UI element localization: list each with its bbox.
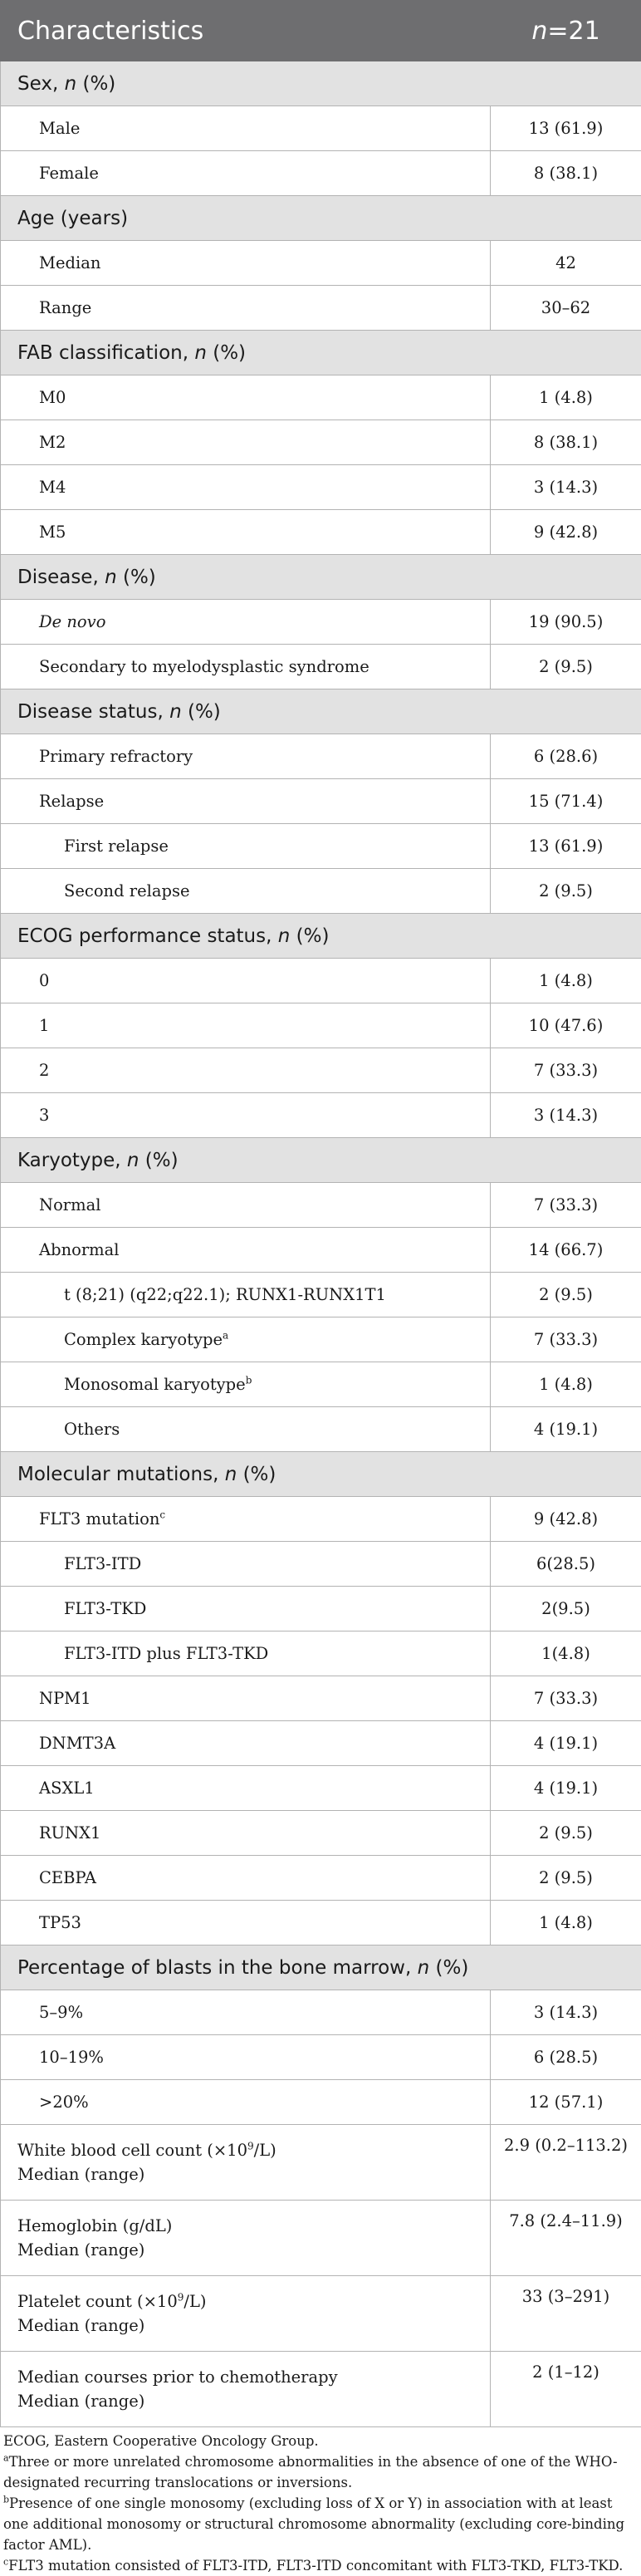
row-label: Female [1,151,491,196]
row-label: Second relapse [1,869,491,914]
table-row-platelet [1,2276,641,2352]
row-label: FLT3-ITD [1,1542,491,1587]
table-row [1,1766,641,1811]
row-label: Median courses prior to chemotherapy Median (range) [1,2352,491,2427]
table-row [1,1587,641,1631]
row-value: 6 (28.5) [491,2035,641,2080]
section-title: Sex, n (%) [1,61,641,106]
row-label: RUNX1 [1,1811,491,1856]
table-row-wbc [1,2125,641,2201]
footnote-marker: c [159,1509,165,1521]
table-row [1,1990,641,2035]
table-row [1,1228,641,1273]
row-value: 8 (38.1) [491,420,641,465]
row-value: 8 (38.1) [491,151,641,196]
row-label: Hemoglobin (g/dL) Median (range) [1,2201,491,2276]
row-value: 3 (14.3) [491,1990,641,2035]
row-label: 0 [1,959,491,1003]
row-value: 6 (28.6) [491,734,641,779]
row-value: 2 (9.5) [491,1856,641,1901]
row-value: 19 (90.5) [491,600,641,645]
table-row [1,1183,641,1228]
footnote-marker: b [246,1375,252,1386]
row-label: Abnormal [1,1228,491,1273]
table-row-hemoglobin [1,2201,641,2276]
table-row [1,734,641,779]
row-label: Male [1,106,491,151]
row-label: M5 [1,510,491,555]
table-row [1,2035,641,2080]
row-label: White blood cell count $(\times 10^9/L)$ Median (range) [1,2125,491,2201]
section-title: Age (years) [1,196,641,241]
table-row-courses [1,2352,641,2427]
row-label: First relapse [1,824,491,869]
row-value: 4 (19.1) [491,1766,641,1811]
row-label: TP53 [1,1901,491,1945]
row-label: NPM1 [1,1676,491,1721]
row-value: 1 (4.8) [491,375,641,420]
table-row [1,1317,641,1362]
row-value: 2 (9.5) [491,1273,641,1317]
row-value: 9 (42.8) [491,510,641,555]
section-age [1,196,641,241]
section-title: Disease, n (%) [1,555,641,600]
row-label: Primary refractory [1,734,491,779]
table-row [1,375,641,420]
row-value: 1 (4.8) [491,1901,641,1945]
row-value: 3 (14.3) [491,1093,641,1138]
row-value: 10 (47.6) [491,1003,641,1048]
table-row [1,420,641,465]
row-label: M4 [1,465,491,510]
row-value: 7 (33.3) [491,1317,641,1362]
row-label: t (8;21) (q22;q22.1); RUNX1-RUNX1T1 [1,1273,491,1317]
row-label: Monosomal karyotype$^b$ [1,1362,491,1407]
row-label: FLT3-TKD [1,1587,491,1631]
row-value: 9 (42.8) [491,1497,641,1542]
footnote-ecog: ECOG, Eastern Cooperative Oncology Group. [3,2431,638,2451]
row-value: 2 (9.5) [491,1811,641,1856]
row-value: 14 (66.7) [491,1228,641,1273]
table-row [1,1362,641,1407]
table-row [1,645,641,689]
row-label: FLT3 mutation$^c$ [1,1497,491,1542]
section-blasts [1,1945,641,1990]
section-molecular-mutations [1,1452,641,1497]
footnote-a: $^a$Three or more unrelated chromosome abnormalities in the absence of one of the WHO-designated recurring translocations or inversions. [3,2451,638,2493]
row-value: 7 (33.3) [491,1183,641,1228]
row-value: 42 [491,241,641,286]
row-value: 4 (19.1) [491,1407,641,1452]
table-row [1,1497,641,1542]
row-label: M0 [1,375,491,420]
table-row [1,1048,641,1093]
section-title: FAB classification, n (%) [1,331,641,375]
row-value: 33 (3–291) [491,2276,641,2352]
row-label: Others [1,1407,491,1452]
row-label: ASXL1 [1,1766,491,1811]
row-label: 10–19% [1,2035,491,2080]
row-label: FLT3-ITD plus FLT3-TKD [1,1631,491,1676]
table-row [1,151,641,196]
row-label: M2 [1,420,491,465]
table-header-row [1,1,641,61]
row-label: Complex karyotype$^a$ [1,1317,491,1362]
table-row [1,959,641,1003]
table-row [1,241,641,286]
row-value: 1 (4.8) [491,959,641,1003]
row-value: 1(4.8) [491,1631,641,1676]
table-row [1,600,641,645]
row-label: De novo [1,600,491,645]
row-value: 4 (19.1) [491,1721,641,1766]
table-row [1,1003,641,1048]
row-value: 12 (57.1) [491,2080,641,2125]
table-row [1,465,641,510]
row-label: 3 [1,1093,491,1138]
row-label: Median [1,241,491,286]
table-footnotes [0,2427,641,2576]
section-title: Percentage of blasts in the bone marrow, n (%) [1,1945,641,1990]
row-value: 2(9.5) [491,1587,641,1631]
row-label: 2 [1,1048,491,1093]
table-row [1,1901,641,1945]
row-value: 13 (61.9) [491,824,641,869]
section-disease [1,555,641,600]
row-label: Normal [1,1183,491,1228]
row-value: 2 (1–12) [491,2352,641,2427]
row-value: 1 (4.8) [491,1362,641,1407]
section-sex [1,61,641,106]
table-row [1,1631,641,1676]
table-row [1,106,641,151]
row-label: DNMT3A [1,1721,491,1766]
table-row [1,1093,641,1138]
row-value: 2 (9.5) [491,869,641,914]
section-disease-status [1,689,641,734]
header-characteristics: Characteristics [1,1,491,61]
header-n-value: =21 [547,17,599,46]
table-row [1,510,641,555]
section-ecog [1,914,641,959]
row-label: Range [1,286,491,331]
footnote-marker: a [223,1330,228,1342]
row-value: 2.9 (0.2–113.2) [491,2125,641,2201]
row-label: CEBPA [1,1856,491,1901]
table-row [1,286,641,331]
section-title: ECOG performance status, n (%) [1,914,641,959]
row-value: 7 (33.3) [491,1676,641,1721]
header-n [491,1,641,61]
section-fab-classification [1,331,641,375]
row-label: 5–9% [1,1990,491,2035]
row-value: 2 (9.5) [491,645,641,689]
footnote-c: $^c$FLT3 mutation consisted of FLT3-ITD, FLT3-ITD concomitant with FLT3-TKD, FLT3-TKD. [3,2555,638,2576]
row-value: 7 (33.3) [491,1048,641,1093]
section-karyotype [1,1138,641,1183]
table-row [1,869,641,914]
table-row [1,1721,641,1766]
row-value: 30–62 [491,286,641,331]
row-value: 3 (14.3) [491,465,641,510]
row-label: 1 [1,1003,491,1048]
table-row [1,2080,641,2125]
section-title: Disease status, n (%) [1,689,641,734]
row-label: Secondary to myelodysplastic syndrome [1,645,491,689]
table-row [1,1273,641,1317]
table-row [1,824,641,869]
header-n-var: n [531,17,547,46]
row-value: 6(28.5) [491,1542,641,1587]
row-value: 7.8 (2.4–11.9) [491,2201,641,2276]
table-row [1,1407,641,1452]
table-row [1,1676,641,1721]
table-row [1,1542,641,1587]
table-row [1,1856,641,1901]
table-row [1,779,641,824]
section-title: Molecular mutations, n (%) [1,1452,641,1497]
footnote-b: $^b$Presence of one single monosomy (excluding loss of X or Y) in association with at least one additional monosomy or structural chromosome abnormality (excluding core-binding factor AML). [3,2493,638,2555]
row-label: Relapse [1,779,491,824]
row-value: 13 (61.9) [491,106,641,151]
row-value: 15 (71.4) [491,779,641,824]
row-label: >20% [1,2080,491,2125]
table-row [1,1811,641,1856]
section-title: Karyotype, n (%) [1,1138,641,1183]
row-label: Platelet count $(\times 10^9/L)$ Median (range) [1,2276,491,2352]
